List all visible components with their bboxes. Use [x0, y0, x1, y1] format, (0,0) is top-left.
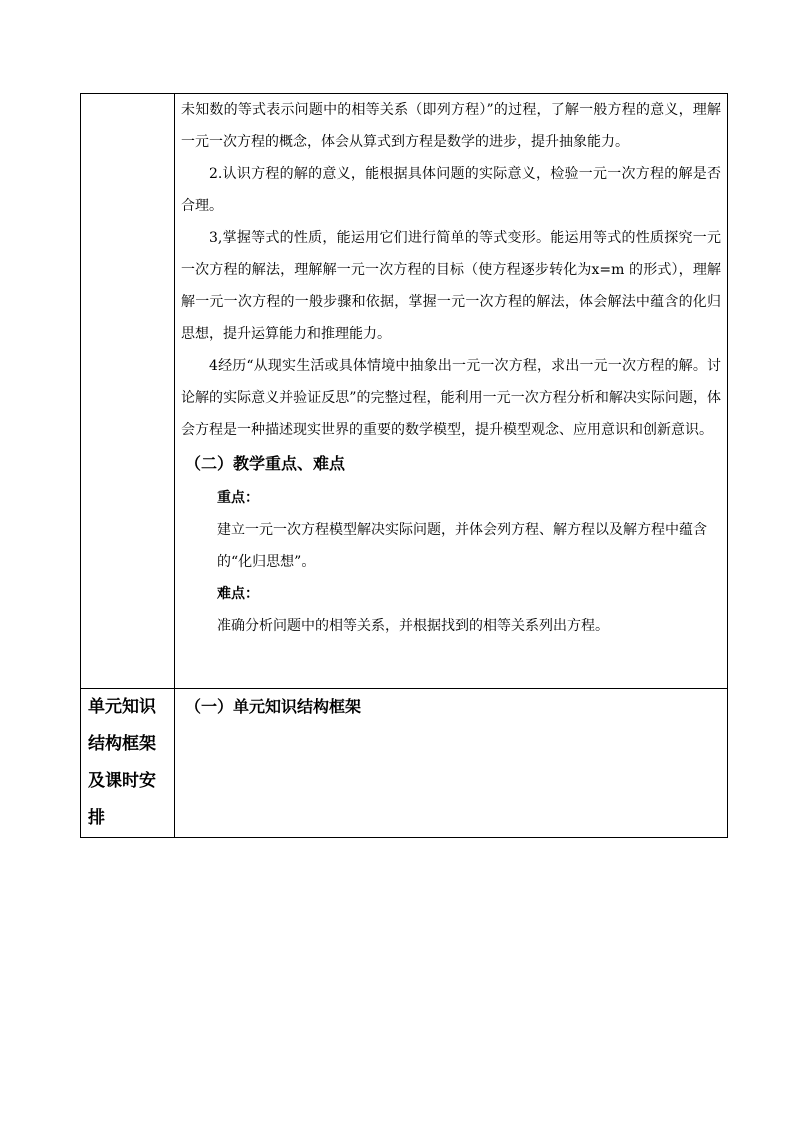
key-points-label: 重点：: [217, 490, 259, 506]
difficulty-text: 准确分析问题中的相等关系，并根据找到的相等关系列出方程。: [217, 618, 609, 634]
row-label-cell: [81, 94, 175, 689]
row-label: 单元知识结构框架及课时安排: [88, 697, 156, 828]
section-title-key-points: （二）教学重点、难点: [185, 454, 346, 473]
lesson-plan-table: [80, 93, 728, 838]
key-points-text: 建立一元一次方程模型解决实际问题，并体会列方程、解方程以及解方程中蕴含的“化归思想”。: [217, 522, 707, 570]
row-label-cell: [81, 689, 175, 838]
difficulty-label: 难点：: [217, 586, 259, 602]
objective-paragraph-4: 4经历“从现实生活或具体情境中抽象出一元一次方程，求出一元一次方程的解。讨论解的实际意义并验证反思”的完整过程，能利用一元一次方程分析和解决实际问题，体会方程是一种描述现实世界的重要的数学模型，提升模型观念、应用意识和创新意识。: [181, 358, 721, 438]
row-content-cell: [175, 689, 728, 838]
table-row: [81, 94, 728, 689]
objective-paragraph-1: 未知数的等式表示问题中的相等关系（即列方程）”的过程，了解一般方程的意义，理解一元一次方程的概念，体会从算式到方程是数学的进步，提升抽象能力。: [181, 102, 721, 150]
table-row: [81, 689, 728, 838]
objective-paragraph-3: 3,掌握等式的性质，能运用它们进行简单的等式变形。能运用等式的性质探究一元一次方程的解法，理解解一元一次方程的目标（使方程逐步转化为x=m 的形式），理解解一元一次方程的一般步骤和依据，掌握一元一次方程的解法，体会解法中蕴含的化归思想，提升运算能力和推理能力。: [181, 230, 721, 342]
section-title-structure: （一）单元知识结构框架: [185, 697, 362, 716]
objective-paragraph-2: 2.认识方程的解的意义，能根据具体问题的实际意义，检验一元一次方程的解是否合理。: [181, 166, 721, 214]
row-content-cell: [175, 94, 728, 689]
